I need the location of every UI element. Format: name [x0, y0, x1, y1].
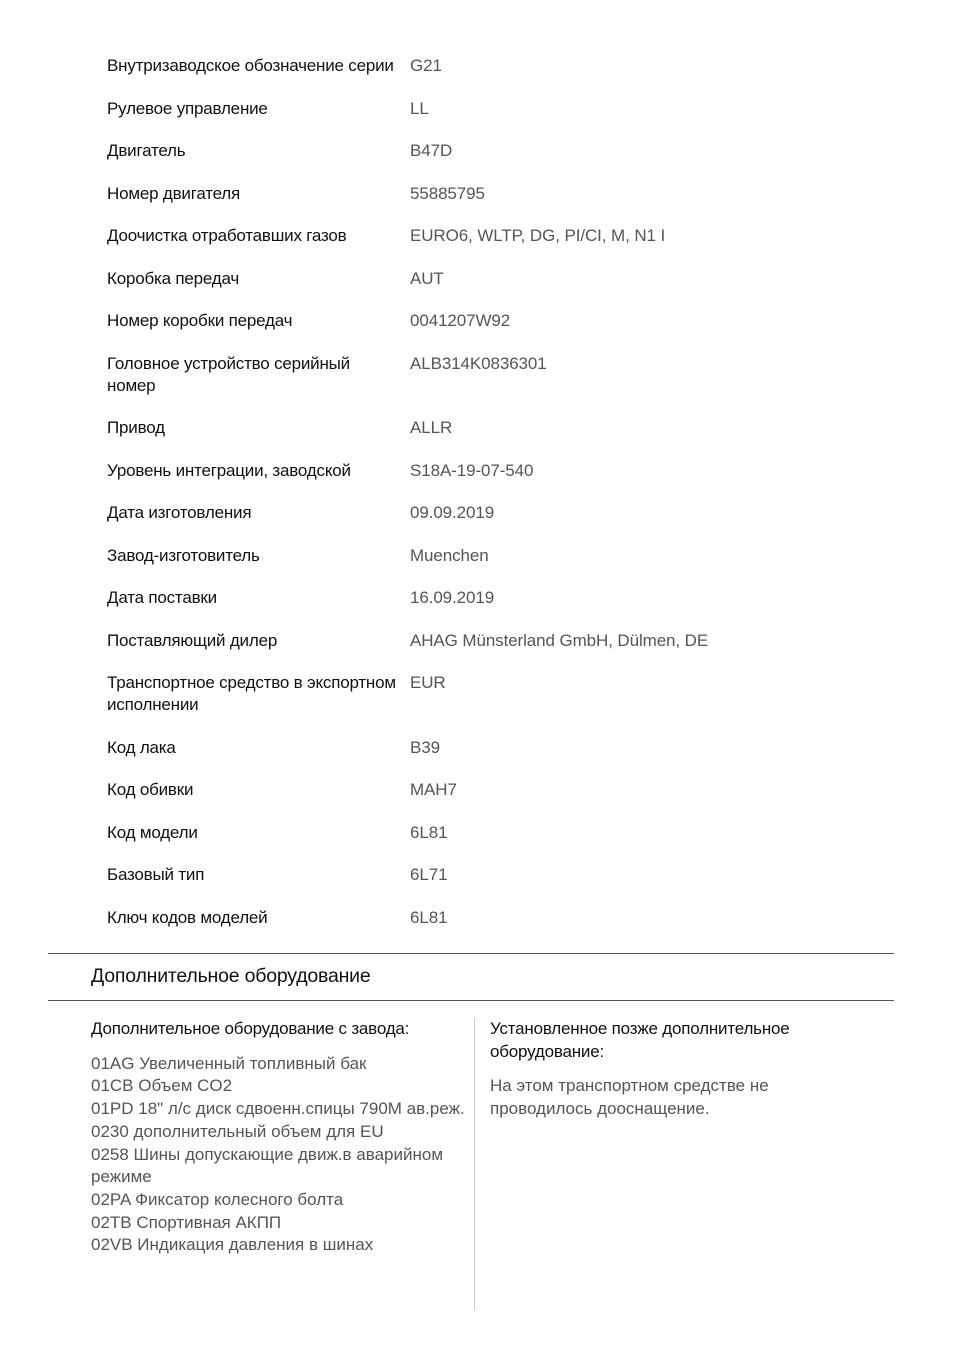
info-label: Дата изготовления [107, 503, 252, 522]
option-item: 0258 Шины допускающие движ.в аварийном режиме [91, 1144, 444, 1187]
info-label: Ключ кодов моделей [107, 907, 268, 927]
retrofit-options [490, 1018, 830, 1121]
info-label: Транспортное средство в экспортном исполнении [107, 673, 396, 714]
info-row [107, 737, 867, 759]
info-label: Рулевое управление [107, 98, 268, 118]
info-row [107, 55, 867, 77]
info-value: AUT [410, 268, 444, 288]
info-row [107, 587, 867, 609]
info-row [107, 310, 867, 332]
info-label: Коробка передач [107, 268, 240, 288]
info-label: Уровень интеграции, заводской [107, 460, 351, 480]
info-label: Код обивки [107, 780, 194, 799]
info-value: ALLR [410, 418, 453, 437]
info-row [107, 864, 867, 886]
info-value: 6L71 [410, 865, 448, 884]
info-value: AHAG Münsterland GmbH, Dülmen, DE [410, 630, 709, 650]
info-value: B39 [410, 737, 440, 757]
info-row [107, 353, 867, 397]
info-value: 55885795 [410, 183, 485, 203]
info-row [107, 672, 867, 716]
retrofit-options-heading: Установленное позже дополнительное оборудование: [490, 1019, 790, 1061]
info-label: Привод [107, 418, 165, 437]
info-value: EURO6, WLTP, DG, PI/CI, M, N1 I [410, 226, 666, 245]
info-label: Базовый тип [107, 865, 205, 884]
option-item: 01AG Увеличенный топливный бак [91, 1053, 367, 1073]
info-value: S18A-19-07-540 [410, 460, 534, 480]
option-item: 01PD 18" л/с диск сдвоенн.спицы 790M ав.реж. [91, 1099, 465, 1119]
info-label: Доочистка отработавших газов [107, 226, 347, 245]
info-value: 09.09.2019 [410, 503, 495, 522]
factory-options [91, 1018, 471, 1257]
info-label: Код лака [107, 737, 176, 757]
info-value: 6L81 [410, 822, 448, 842]
info-label: Внутризаводское обозначение серии [107, 56, 394, 75]
option-item: 02VB Индикация давления в шинах [91, 1235, 374, 1255]
info-label: Код модели [107, 822, 198, 842]
factory-options-heading: Дополнительное оборудование с завода: [91, 1019, 410, 1038]
info-row [107, 822, 867, 844]
option-item: 02PA Фиксатор колесного болта [91, 1189, 344, 1209]
info-row [107, 98, 867, 120]
option-item: 02TB Спортивная АКПП [91, 1212, 282, 1232]
info-value: G21 [410, 56, 442, 75]
vehicle-info-list [107, 55, 867, 949]
info-row [107, 460, 867, 482]
info-label: Дата поставки [107, 588, 217, 607]
info-row [107, 268, 867, 290]
info-value: 0041207W92 [410, 311, 511, 330]
info-row [107, 140, 867, 162]
info-value: EUR [410, 673, 446, 692]
info-label: Номер коробки передач [107, 311, 293, 330]
retrofit-text: На этом транспортном средстве не проводилось дооснащение. [490, 1076, 769, 1119]
option-item: 0230 дополнительный объем для EU [91, 1121, 384, 1141]
info-row [107, 502, 867, 524]
info-row [107, 907, 867, 929]
info-value: LL [410, 98, 429, 118]
info-label: Двигатель [107, 141, 186, 160]
info-row [107, 545, 867, 567]
info-value: ALB314K0836301 [410, 353, 547, 373]
info-label: Головное устройство серийный номер [107, 353, 350, 395]
divider [48, 953, 894, 954]
info-row [107, 779, 867, 801]
info-row [107, 417, 867, 439]
info-row [107, 183, 867, 205]
info-label: Поставляющий дилер [107, 630, 278, 650]
info-label: Завод-изготовитель [107, 545, 260, 565]
info-label: Номер двигателя [107, 183, 241, 203]
info-row [107, 225, 867, 247]
info-value: 6L81 [410, 907, 448, 927]
divider [48, 1000, 894, 1001]
section-title: Дополнительное оборудование [91, 965, 371, 987]
column-divider [474, 1018, 475, 1310]
info-value: B47D [410, 141, 453, 160]
info-row [107, 630, 867, 652]
option-item: 01CB Объем CO2 [91, 1076, 233, 1096]
info-value: Muenchen [410, 545, 489, 565]
info-value: MAH7 [410, 780, 457, 799]
info-value: 16.09.2019 [410, 588, 495, 607]
